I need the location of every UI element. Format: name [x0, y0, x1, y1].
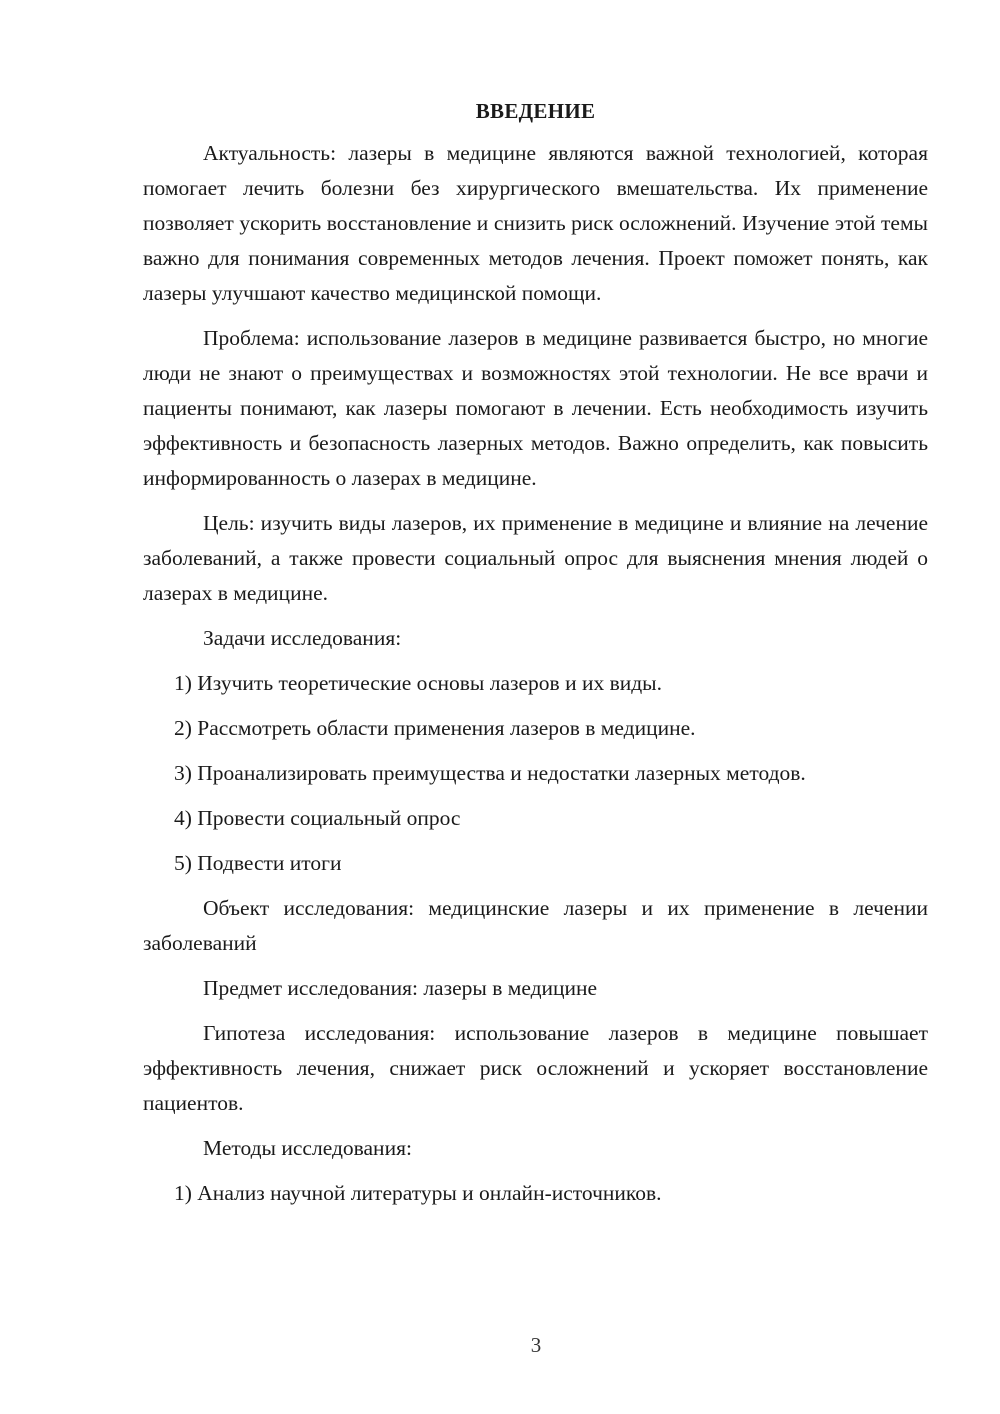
- task-item: 4) Провести социальный опрос: [174, 806, 461, 830]
- section-title: ВВЕДЕНИЕ: [475, 99, 596, 123]
- object-paragraph: Объект исследования: медицинские лазеры и их применение в лечении заболеваний: [143, 896, 928, 955]
- task-item: 1) Изучить теоретические основы лазеров и их виды.: [174, 671, 663, 695]
- hypothesis-paragraph: Гипотеза исследования: использование лазеров в медицине повышает эффективность лечения, снижает риск осложнений и ускоряет восстановление пациентов.: [143, 1021, 928, 1115]
- page-number: 3: [530, 1333, 542, 1357]
- task-item: 3) Проанализировать преимущества и недостатки лазерных методов.: [174, 761, 806, 785]
- method-item: 1) Анализ научной литературы и онлайн-источников.: [174, 1181, 662, 1205]
- tasks-list: [143, 666, 928, 881]
- relevance-paragraph: Актуальность: лазеры в медицине являются важной технологией, которая помогает лечить болезни без хирургического вмешательства. Их применение позволяет ускорить восстановление и снизить риск осложнений. Изучение этой темы важно для понимания современных методов лечения. Проект поможет понять, как лазеры улучшают качество медицинской помощи.: [143, 141, 928, 305]
- task-item: 2) Рассмотреть области применения лазеров в медицине.: [174, 716, 696, 740]
- document-page: [143, 96, 928, 1211]
- methods-heading: Методы исследования:: [203, 1136, 412, 1160]
- task-item: 5) Подвести итоги: [174, 851, 342, 875]
- methods-list: [143, 1176, 928, 1211]
- problem-paragraph: Проблема: использование лазеров в медицине развивается быстро, но многие люди не знают о преимуществах и возможностях этой технологии. Не все врачи и пациенты понимают, как лазеры помогают в лечении. Есть необходимость изучить эффективность и безопасность лазерных методов. Важно определить, как повысить информированность о лазерах в медицине.: [143, 326, 928, 490]
- goal-paragraph: Цель: изучить виды лазеров, их применение в медицине и влияние на лечение заболеваний, а также провести социальный опрос для выяснения мнения людей о лазерах в медицине.: [143, 511, 928, 605]
- subject-paragraph: Предмет исследования: лазеры в медицине: [203, 976, 598, 1000]
- tasks-heading: Задачи исследования:: [203, 626, 402, 650]
